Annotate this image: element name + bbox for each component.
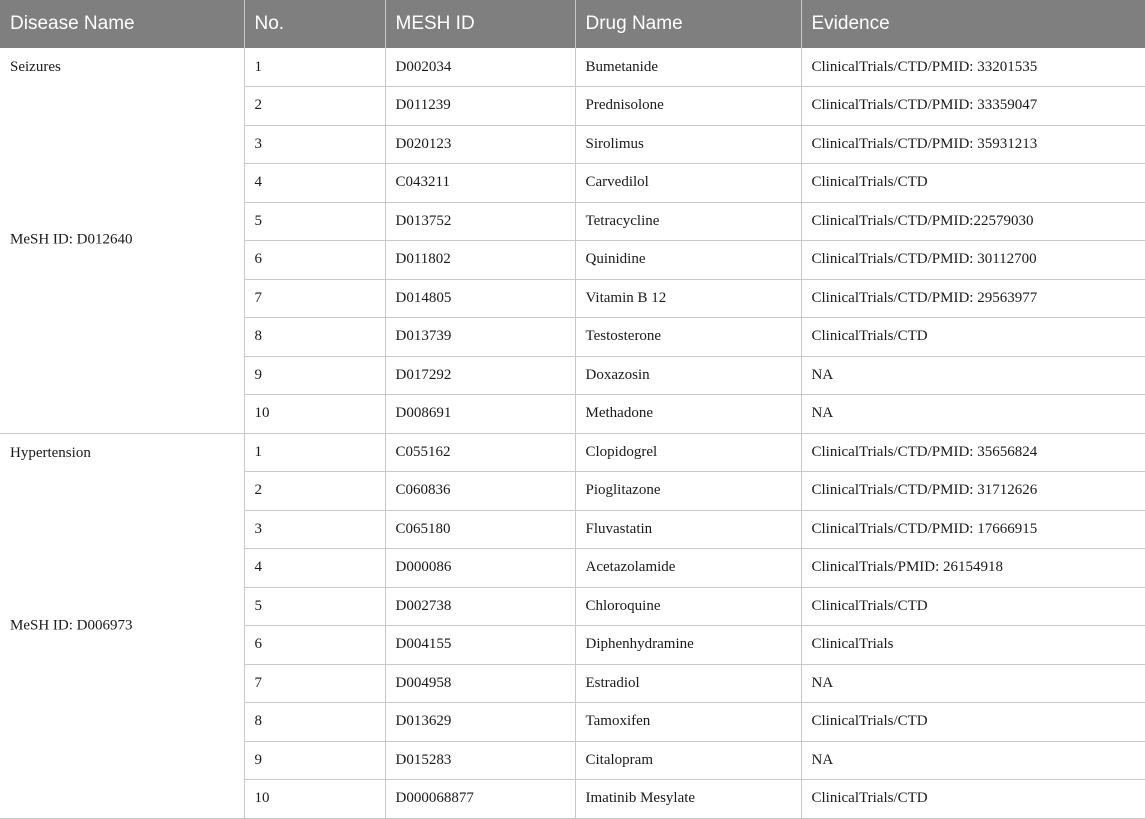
row-evidence: ClinicalTrials <box>801 626 1145 665</box>
row-number: 3 <box>244 125 385 164</box>
row-evidence: ClinicalTrials/PMID: 26154918 <box>801 549 1145 588</box>
row-evidence: ClinicalTrials/CTD/PMID: 29563977 <box>801 279 1145 318</box>
row-evidence: ClinicalTrials/CTD/PMID: 31712626 <box>801 472 1145 511</box>
row-drug-name: Tamoxifen <box>575 703 801 742</box>
header-evidence: Evidence <box>801 0 1145 48</box>
row-drug-name: Fluvastatin <box>575 510 801 549</box>
row-mesh-id: C055162 <box>385 433 575 472</box>
row-mesh-id: D013739 <box>385 318 575 357</box>
row-number: 3 <box>244 510 385 549</box>
row-evidence: ClinicalTrials/CTD <box>801 318 1145 357</box>
row-drug-name: Estradiol <box>575 664 801 703</box>
row-mesh-id: D017292 <box>385 356 575 395</box>
row-mesh-id: D013752 <box>385 202 575 241</box>
row-drug-name: Clopidogrel <box>575 433 801 472</box>
table-body <box>0 48 1145 818</box>
header-drug-name: Drug Name <box>575 0 801 48</box>
row-mesh-id: D015283 <box>385 741 575 780</box>
row-evidence: ClinicalTrials/CTD/PMID: 33359047 <box>801 87 1145 126</box>
row-number: 8 <box>244 703 385 742</box>
row-evidence: NA <box>801 664 1145 703</box>
row-mesh-id: D002738 <box>385 587 575 626</box>
row-mesh-id: C065180 <box>385 510 575 549</box>
row-number: 10 <box>244 395 385 434</box>
row-number: 9 <box>244 741 385 780</box>
row-number: 5 <box>244 587 385 626</box>
disease-mesh-id: MeSH ID: D012640 <box>10 231 133 248</box>
table-row <box>0 433 1145 472</box>
row-drug-name: Diphenhydramine <box>575 626 801 665</box>
row-number: 7 <box>244 279 385 318</box>
disease-mesh-id: MeSH ID: D006973 <box>10 617 133 633</box>
row-drug-name: Vitamin B 12 <box>575 279 801 318</box>
row-number: 4 <box>244 549 385 588</box>
row-evidence: NA <box>801 395 1145 434</box>
row-evidence: NA <box>801 356 1145 395</box>
row-evidence: NA <box>801 741 1145 780</box>
table-row <box>0 48 1145 87</box>
row-drug-name: Prednisolone <box>575 87 801 126</box>
row-number: 10 <box>244 780 385 819</box>
header-disease-name: Disease Name <box>0 0 244 48</box>
row-evidence: ClinicalTrials/CTD <box>801 587 1145 626</box>
row-number: 2 <box>244 472 385 511</box>
disease-cell <box>0 433 244 818</box>
header-number: No. <box>244 0 385 48</box>
row-mesh-id: D008691 <box>385 395 575 434</box>
row-drug-name: Chloroquine <box>575 587 801 626</box>
row-drug-name: Pioglitazone <box>575 472 801 511</box>
row-number: 7 <box>244 664 385 703</box>
row-mesh-id: C060836 <box>385 472 575 511</box>
header-mesh-id: MESH ID <box>385 0 575 48</box>
row-mesh-id: D013629 <box>385 703 575 742</box>
row-drug-name: Sirolimus <box>575 125 801 164</box>
row-mesh-id: D002034 <box>385 48 575 87</box>
row-drug-name: Citalopram <box>575 741 801 780</box>
row-evidence: ClinicalTrials/CTD/PMID: 35931213 <box>801 125 1145 164</box>
row-number: 6 <box>244 626 385 665</box>
row-drug-name: Doxazosin <box>575 356 801 395</box>
row-number: 4 <box>244 164 385 203</box>
row-number: 5 <box>244 202 385 241</box>
row-number: 6 <box>244 241 385 280</box>
row-mesh-id: D011239 <box>385 87 575 126</box>
row-evidence: ClinicalTrials/CTD/PMID: 30112700 <box>801 241 1145 280</box>
row-evidence: ClinicalTrials/CTD <box>801 780 1145 819</box>
row-evidence: ClinicalTrials/CTD/PMID:22579030 <box>801 202 1145 241</box>
row-drug-name: Acetazolamide <box>575 549 801 588</box>
row-evidence: ClinicalTrials/CTD/PMID: 17666915 <box>801 510 1145 549</box>
header-row <box>0 0 1145 48</box>
row-mesh-id: C043211 <box>385 164 575 203</box>
row-evidence: ClinicalTrials/CTD <box>801 703 1145 742</box>
row-evidence: ClinicalTrials/CTD/PMID: 33201535 <box>801 48 1145 87</box>
row-mesh-id: D000068877 <box>385 780 575 819</box>
row-number: 1 <box>244 433 385 472</box>
row-drug-name: Tetracycline <box>575 202 801 241</box>
disease-cell <box>0 48 244 433</box>
disease-name: Hypertension <box>10 444 91 461</box>
row-mesh-id: D004155 <box>385 626 575 665</box>
row-drug-name: Quinidine <box>575 241 801 280</box>
row-drug-name: Bumetanide <box>575 48 801 87</box>
row-number: 2 <box>244 87 385 126</box>
row-drug-name: Imatinib Mesylate <box>575 780 801 819</box>
row-drug-name: Carvedilol <box>575 164 801 203</box>
row-drug-name: Testosterone <box>575 318 801 357</box>
disease-name: Seizures <box>10 59 61 75</box>
row-number: 8 <box>244 318 385 357</box>
row-drug-name: Methadone <box>575 395 801 434</box>
table-header <box>0 0 1145 48</box>
row-number: 1 <box>244 48 385 87</box>
row-mesh-id: D000086 <box>385 549 575 588</box>
row-mesh-id: D020123 <box>385 125 575 164</box>
row-mesh-id: D014805 <box>385 279 575 318</box>
row-mesh-id: D004958 <box>385 664 575 703</box>
row-number: 9 <box>244 356 385 395</box>
row-evidence: ClinicalTrials/CTD <box>801 164 1145 203</box>
row-mesh-id: D011802 <box>385 241 575 280</box>
row-evidence: ClinicalTrials/CTD/PMID: 35656824 <box>801 433 1145 472</box>
